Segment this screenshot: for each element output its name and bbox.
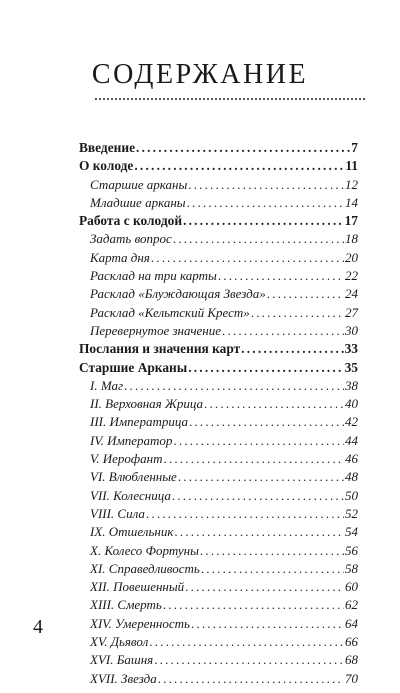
toc-entry <box>79 230 358 248</box>
toc-entry-page-number: 64 <box>345 615 358 631</box>
toc-entry <box>79 542 358 560</box>
dot-leader <box>136 139 350 157</box>
toc-entry-page-number: 48 <box>345 469 358 485</box>
dot-leader <box>158 670 344 688</box>
toc-entry-title: Задать вопрос <box>90 231 172 247</box>
dot-leader <box>204 395 344 413</box>
toc-entry-page-number: 42 <box>345 414 358 430</box>
dot-leader <box>218 267 344 285</box>
toc-entry-page-number: 52 <box>345 505 358 521</box>
dot-leader <box>267 285 344 303</box>
toc-entry <box>79 194 358 212</box>
toc-entry-page-number: 24 <box>345 286 358 302</box>
toc-entry-page-number: 38 <box>345 377 358 393</box>
toc-entry-page-number: 70 <box>345 670 358 686</box>
toc-entry-title: XV. Дьявол <box>90 634 149 650</box>
toc-entry <box>79 432 358 450</box>
dot-leader <box>151 249 344 267</box>
toc-entry <box>79 633 358 651</box>
dot-leader <box>241 340 343 358</box>
toc-entry-page-number: 35 <box>344 359 358 375</box>
toc-entry <box>79 596 358 614</box>
toc-entry-title: XIV. Умеренность <box>90 615 190 631</box>
toc-entry <box>79 249 358 267</box>
dot-leader <box>188 359 343 377</box>
toc-entry-title: Расклад «Кельтский Крест» <box>90 304 250 320</box>
toc-entry-page-number: 50 <box>345 487 358 503</box>
toc-entry-page-number: 20 <box>345 249 358 265</box>
toc-entry <box>79 523 358 541</box>
title-dotted-rule <box>95 98 365 100</box>
toc-entry <box>79 560 358 578</box>
toc-entry-page-number: 14 <box>345 194 358 210</box>
dot-leader <box>173 432 344 450</box>
toc-entry-title: XII. Повешенный <box>90 579 185 595</box>
toc-entry-page-number: 66 <box>345 634 358 650</box>
dot-leader <box>178 468 344 486</box>
dot-leader <box>191 615 344 633</box>
toc-entry <box>79 450 358 468</box>
dot-leader <box>185 578 344 596</box>
page-title: СОДЕРЖАНИЕ <box>91 59 309 90</box>
toc-entry-title: Карта дня <box>90 249 150 265</box>
toc-entry-title: Расклад «Блуждающая Звезда» <box>90 286 266 302</box>
toc-entry <box>79 359 358 377</box>
toc-entry-page-number: 56 <box>345 542 358 558</box>
page-number: 4 <box>33 616 43 638</box>
toc-entry-title: О колоде <box>79 158 134 174</box>
toc-entry-title: I. Маг <box>90 377 124 393</box>
toc-entry-title: VI. Влюбленные <box>90 469 177 485</box>
toc-entry <box>79 468 358 486</box>
dot-leader <box>174 523 344 541</box>
dot-leader <box>201 560 344 578</box>
toc-entry-page-number: 30 <box>345 322 358 338</box>
toc-entry-page-number: 33 <box>344 341 358 357</box>
dot-leader <box>173 230 344 248</box>
toc-entry-title: Расклад на три карты <box>90 268 217 284</box>
toc-entry-page-number: 12 <box>345 176 358 192</box>
toc-entry <box>79 578 358 596</box>
toc-entry-title: VIII. Сила <box>90 505 145 521</box>
toc-entry-title: Работа с колодой <box>79 213 183 229</box>
toc-entry <box>79 139 358 157</box>
toc-entry-title: XVI. Башня <box>90 652 154 668</box>
toc-entry <box>79 304 358 322</box>
toc-entry <box>79 322 358 340</box>
toc-entry <box>79 285 358 303</box>
toc-entry <box>79 377 358 395</box>
toc-entry-page-number: 62 <box>345 597 358 613</box>
toc-entry <box>79 505 358 523</box>
dot-leader <box>189 413 344 431</box>
dot-leader <box>149 633 344 651</box>
toc-entry-page-number: 46 <box>345 451 358 467</box>
dot-leader <box>251 304 344 322</box>
toc-entry <box>79 487 358 505</box>
toc-entry-page-number: 18 <box>345 231 358 247</box>
table-of-contents <box>79 139 358 688</box>
toc-entry-page-number: 44 <box>345 432 358 448</box>
dot-leader <box>172 487 344 505</box>
toc-entry <box>79 267 358 285</box>
toc-entry-title: Перевернутое значение <box>90 322 222 338</box>
toc-entry-title: IV. Император <box>90 432 173 448</box>
dot-leader <box>124 377 344 395</box>
toc-entry-page-number: 54 <box>345 524 358 540</box>
dot-leader <box>146 505 344 523</box>
toc-entry-title: IX. Отшельник <box>90 524 174 540</box>
toc-entry-page-number: 17 <box>344 213 358 229</box>
toc-entry-page-number: 58 <box>345 560 358 576</box>
toc-entry <box>79 615 358 633</box>
dot-leader <box>134 157 344 175</box>
toc-entry-title: II. Верховная Жрица <box>90 396 204 412</box>
toc-entry <box>79 157 358 175</box>
toc-entry-page-number: 22 <box>345 268 358 284</box>
toc-entry <box>79 651 358 669</box>
toc-entry-title: Старшие арканы <box>90 176 188 192</box>
toc-entry-page-number: 40 <box>345 396 358 412</box>
toc-entry-page-number: 7 <box>351 140 358 155</box>
toc-entry <box>79 413 358 431</box>
dot-leader <box>163 596 344 614</box>
toc-entry-page-number: 27 <box>345 304 358 320</box>
toc-entry <box>79 670 358 688</box>
toc-entry <box>79 340 358 358</box>
toc-entry-title: XIII. Смерть <box>90 597 162 613</box>
toc-entry-title: X. Колесо Фортуны <box>90 542 199 558</box>
toc-entry-title: Старшие Арканы <box>79 359 188 375</box>
toc-entry-page-number: 60 <box>345 579 358 595</box>
toc-entry-title: Младшие арканы <box>90 194 186 210</box>
toc-entry <box>79 176 358 194</box>
toc-entry-page-number: 68 <box>345 652 358 668</box>
toc-entry-title: VII. Колесница <box>90 487 171 503</box>
toc-entry <box>79 212 358 230</box>
dot-leader <box>187 194 344 212</box>
toc-entry-title: XVII. Звезда <box>90 670 157 686</box>
dot-leader <box>154 651 344 669</box>
toc-entry-title: Введение <box>79 140 136 155</box>
dot-leader <box>200 542 344 560</box>
toc-entry-page-number: 11 <box>345 158 358 174</box>
dot-leader <box>183 212 344 230</box>
toc-entry <box>79 395 358 413</box>
toc-entry-title: Послания и значения карт <box>79 341 241 357</box>
dot-leader <box>164 450 345 468</box>
toc-entry-title: XI. Справедливость <box>90 560 200 576</box>
toc-entry-title: III. Императрица <box>90 414 188 430</box>
dot-leader <box>188 176 344 194</box>
dot-leader <box>222 322 344 340</box>
toc-entry-title: V. Иерофант <box>90 451 163 467</box>
